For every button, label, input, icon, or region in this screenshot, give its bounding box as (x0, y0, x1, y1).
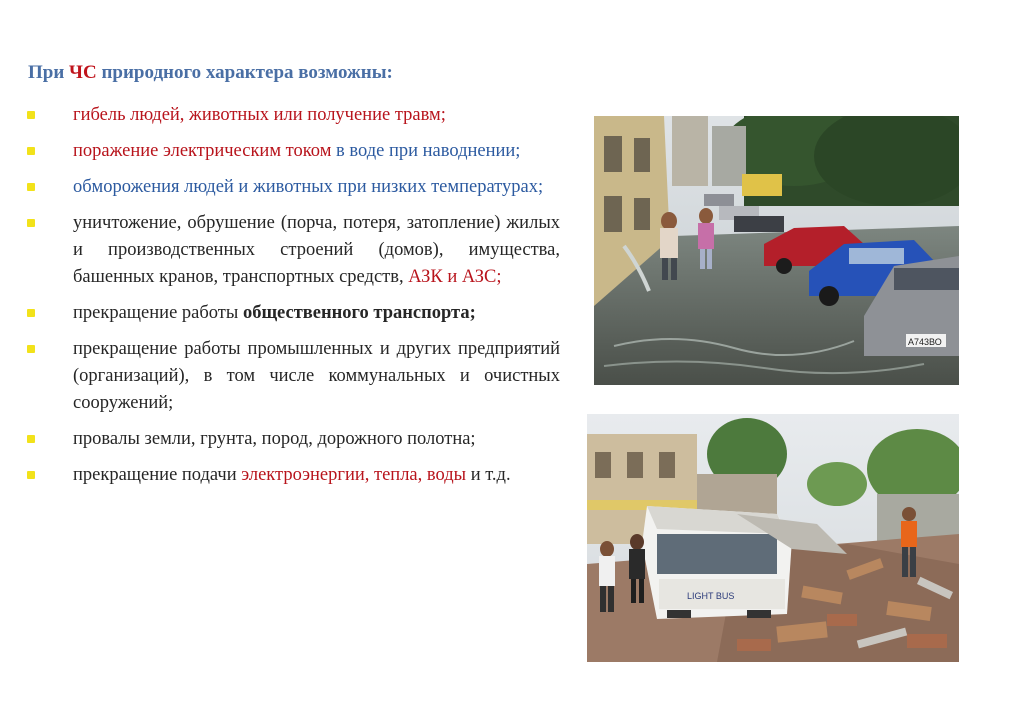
bullet-icon (27, 183, 35, 191)
bullet-icon (27, 309, 35, 317)
list-item (24, 462, 560, 489)
list-item-text: и т.д. (466, 465, 511, 485)
list-item-text: прекращение подачи (73, 465, 242, 485)
consequence-list (24, 102, 560, 498)
bullet-icon (27, 471, 35, 479)
list-item-text: провалы земли, грунта, пород, дорожного полотна; (73, 429, 476, 449)
bullet-icon (27, 435, 35, 443)
flood-photo (594, 116, 959, 385)
list-item-text: прекращение работы промышленных и других предприятий (организаций), в том числе коммунальных и очистных сооружений; (73, 339, 560, 413)
bus-text: LIGHT BUS (687, 591, 735, 601)
earthquake-photo (587, 414, 959, 662)
title-highlight: ЧС (69, 62, 97, 83)
list-item-text: обморожения людей и животных при низких температурах; (73, 177, 544, 197)
list-item-text: уничтожение, обрушение (порча, потеря, затопление) жилых и производственных строений (домов), имущества, башенных кранов, транспортных средств, (73, 213, 560, 287)
list-item (24, 426, 560, 453)
list-item (24, 210, 560, 291)
bullet-icon (27, 147, 35, 155)
list-item (24, 102, 560, 129)
plate-text: А743ВО (908, 337, 942, 347)
title-suffix: природного характера возможны: (101, 62, 393, 83)
list-item-text: АЗК и АЗС; (408, 267, 502, 287)
bullet-icon (27, 111, 35, 119)
bullet-icon (27, 219, 35, 227)
title-prefix: При (28, 62, 65, 83)
list-item-text: гибель людей, животных или получение травм; (73, 105, 446, 125)
list-item-text: в воде при наводнении; (331, 141, 521, 161)
list-item-text: общественного транспорта; (242, 303, 476, 323)
list-item-text: поражение электрическим током (73, 141, 332, 161)
list-item-text: прекращение работы (73, 303, 243, 323)
list-item (24, 336, 560, 417)
list-item-text: электроэнергии, тепла, воды (241, 465, 467, 485)
slide-title (28, 62, 393, 84)
list-item (24, 300, 560, 327)
list-item (24, 138, 560, 165)
bullet-icon (27, 345, 35, 353)
list-item (24, 174, 560, 201)
